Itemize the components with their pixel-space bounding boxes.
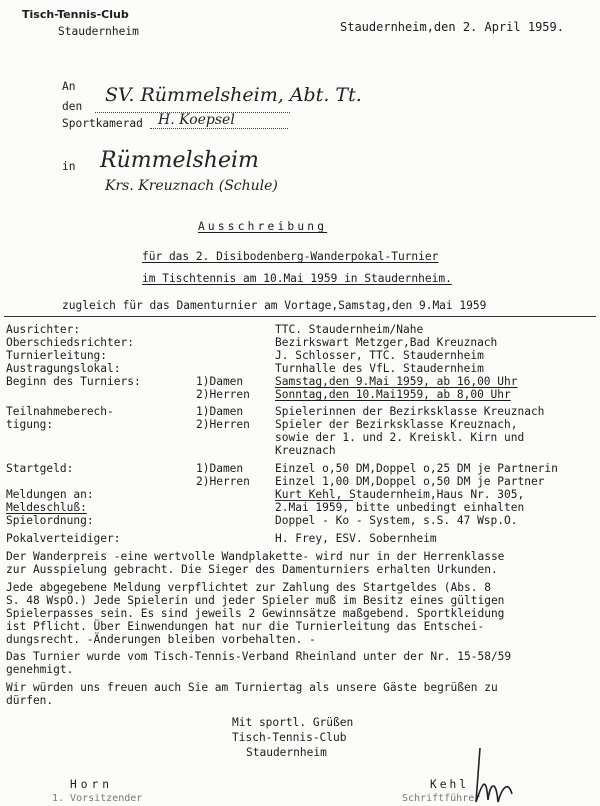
paragraph-line: Das Turnier wurde vom Tisch-Tennis-Verband Rheinland unter der Nr. 15-58/59 — [6, 650, 512, 663]
letterhead-club: Tisch-Tennis-Club — [22, 8, 129, 21]
heading-rule — [4, 316, 596, 317]
sportkamerad-handwritten: H. Koepsel — [158, 112, 235, 128]
detail-sub: 2)Herren — [196, 388, 250, 401]
address-an: An — [62, 80, 76, 93]
paragraph-line: ist Pflicht. Über Einwendungen hat nur die Turnierleitung das Entschei- — [6, 620, 485, 633]
recipient-handwritten: SV. Rümmelsheim, Abt. Tt. — [105, 84, 362, 106]
detail-label: Meldungen an: — [6, 488, 94, 501]
paragraph-line: zur Ausspielung gebracht. Die Sieger des Damenturniers erhalten Urkunden. — [6, 563, 498, 576]
detail-value: Einzel 1,00 DM,Doppel o,50 DM je Partner — [275, 475, 545, 488]
closing-town: Staudernheim — [246, 746, 327, 759]
detail-label: Turnierleitung: — [6, 349, 108, 362]
detail-value: TTC. Staudernheim/Nahe — [275, 323, 424, 336]
detail-label: Pokalverteidiger: — [6, 532, 121, 545]
detail-value: Samstag,den 9.Mai 1959, ab 16,00 Uhr — [275, 375, 518, 388]
detail-sub: 2)Herren — [196, 418, 250, 431]
handwritten-signature — [452, 744, 522, 806]
detail-sub: 2)Herren — [196, 475, 250, 488]
address-in: in — [62, 160, 76, 173]
detail-value: Spielerinnen der Bezirksklasse Kreuznach — [275, 405, 545, 418]
paragraph-line: Spielerpasses sein. Es sind jeweils 2 Gewinnsätze maßgebend. Sportkleidung — [6, 607, 505, 620]
address-den: den — [62, 100, 83, 113]
detail-label: Oberschiedsrichter: — [6, 336, 134, 349]
signature-left-name: Horn — [70, 778, 113, 791]
detail-value: 2.Mai 1959, bitte unbedingt einhalten — [275, 501, 525, 514]
meldeschluss-underline — [275, 500, 353, 501]
signature-right-name: Kehl — [430, 778, 469, 791]
detail-sub: 1)Damen — [196, 375, 244, 388]
detail-value: Kurt Kehl, Staudernheim,Haus Nr. 305, — [275, 488, 525, 501]
paragraph-line: Wir würden uns freuen auch Sie am Turniertag als unsere Gäste begrüßen zu — [6, 681, 498, 694]
detail-value: Turnhalle des VfL. Staudernheim — [275, 362, 484, 375]
letterhead-town: Staudernheim — [58, 25, 139, 38]
detail-value: Spieler der Bezirksklasse Kreuznach, — [275, 418, 518, 431]
detail-value: sowie der 1. und 2. Kreiskl. Kirn und — [275, 431, 525, 444]
detail-sub: 1)Damen — [196, 462, 244, 475]
district-handwritten: Krs. Kreuznach (Schule) — [105, 178, 278, 194]
paragraph-line: genehmigt. — [6, 663, 74, 676]
detail-value: Bezirkswart Metzger,Bad Kreuznach — [275, 336, 498, 349]
sportkamerad-dotted-line — [150, 128, 288, 129]
detail-label: tigung: — [6, 418, 54, 431]
closing-greeting: Mit sportl. Grüßen — [232, 716, 354, 729]
heading-line-2: im Tischtennis am 10.Mai 1959 in Staudernheim. — [142, 272, 452, 285]
paragraph-line: dürfen. — [6, 694, 54, 707]
city-handwritten: Rümmelsheim — [100, 148, 259, 173]
detail-value: Einzel o,50 DM,Doppel o,25 DM je Partnerin — [275, 462, 558, 475]
address-sportkamerad: Sportkamerad — [62, 117, 143, 130]
detail-value: Sonntag,den 10.Mai1959, ab 8,00 Uhr — [275, 388, 511, 401]
detail-label: Ausrichter: — [6, 323, 81, 336]
detail-value: Kreuznach — [275, 444, 336, 457]
paragraph-line: dungsrecht. -Änderungen bleiben vorbehalten. - — [6, 633, 316, 646]
detail-label: Beginn des Turniers: — [6, 375, 141, 388]
detail-label: Teilnahmeberech- — [6, 405, 114, 418]
detail-label: Meldeschluß: — [6, 501, 87, 514]
detail-value: Doppel - Ko - System, s.S. 47 Wsp.O. — [275, 514, 518, 527]
heading-line-1: für das 2. Disibodenberg-Wanderpokal-Turnier — [142, 250, 439, 263]
signature-right-role: Schriftführer — [402, 793, 481, 804]
detail-label: Startgeld: — [6, 462, 74, 475]
detail-sub: 1)Damen — [196, 405, 244, 418]
detail-value: J. Schlosser, TTC. Staudernheim — [275, 349, 484, 362]
heading-line-3: zugleich für das Damenturnier am Vortage,Samstag,den 9.Mai 1959 — [62, 299, 487, 312]
detail-label: Austragungslokal: — [6, 362, 121, 375]
paragraph-line: Der Wanderpreis -eine wertvolle Wandplakette- wird nur in der Herrenklasse — [6, 550, 505, 563]
signature-left-role: 1. Vorsitzender — [52, 793, 143, 804]
closing-club: Tisch-Tennis-Club — [232, 731, 347, 744]
place-date: Staudernheim,den 2. April 1959. — [340, 20, 564, 34]
detail-value: H. Frey, ESV. Sobernheim — [275, 532, 437, 545]
detail-label: Spielordnung: — [6, 514, 94, 527]
paragraph-line: Jede abgegebene Meldung verpflichtet zur Zahlung des Startgeldes (Abs. 8 — [6, 581, 491, 594]
paragraph-line: S. 48 WspO.) Jede Spielerin und jeder Spieler muß im Besitz eines gültigen — [6, 594, 505, 607]
document-title: Ausschreibung — [198, 220, 328, 233]
